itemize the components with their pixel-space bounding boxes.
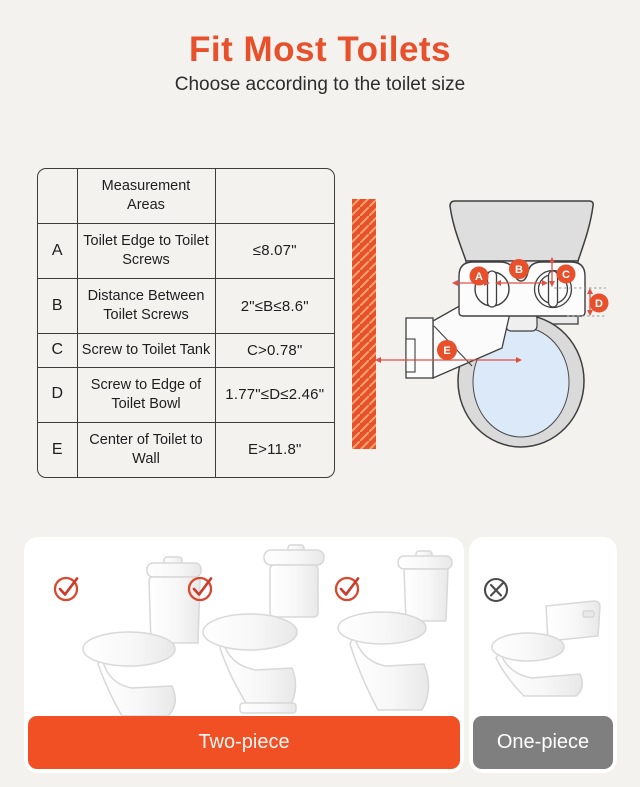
toilet-measurement-diagram — [340, 185, 640, 470]
table-row — [38, 422, 334, 477]
check-icon — [185, 572, 219, 606]
x-icon — [481, 573, 515, 607]
row-key: A — [38, 224, 77, 279]
page-title: Fit Most Toilets — [188, 30, 452, 69]
header-empty-cell2 — [215, 169, 334, 224]
measurement-table — [37, 168, 335, 478]
toilet-tank-shape — [450, 201, 593, 261]
row-value: 2"≤B≤8.6" — [215, 279, 334, 334]
check-icon — [332, 572, 366, 606]
toilet-illustration-3 — [328, 544, 468, 714]
table-row — [38, 279, 334, 334]
row-area: Screw to Edge of Toilet Bowl — [77, 367, 215, 422]
page-subtitle: Choose according to the toilet size — [174, 74, 466, 95]
header-areas-cell: Measurement Areas — [77, 169, 215, 224]
table-row — [38, 334, 334, 367]
row-value: C>0.78" — [215, 334, 334, 367]
table-header-row — [38, 169, 334, 224]
table-row — [38, 224, 334, 279]
row-area: Toilet Edge to Toilet Screws — [77, 224, 215, 279]
row-key: E — [38, 422, 77, 477]
row-area: Center of Toilet to Wall — [77, 422, 215, 477]
label-e: E — [443, 345, 451, 357]
wall-strip — [352, 199, 376, 449]
label-c: C — [562, 269, 570, 281]
check-icon — [51, 572, 85, 606]
row-key: D — [38, 367, 77, 422]
row-key: B — [38, 279, 77, 334]
row-area: Screw to Toilet Tank — [77, 334, 215, 367]
header-empty-cell — [38, 169, 77, 224]
bidet-control-panel-inner — [406, 339, 415, 372]
label-b: B — [515, 264, 523, 276]
toilet-illustration-2 — [192, 540, 340, 716]
right-screw-slot — [549, 271, 558, 307]
row-value: E>11.8" — [215, 422, 334, 477]
label-d: D — [595, 298, 603, 310]
row-area: Distance Between Toilet Screws — [77, 279, 215, 334]
table-row — [38, 367, 334, 422]
two-piece-banner: Two-piece — [28, 716, 460, 769]
toilet-illustration-4 — [484, 590, 612, 710]
label-a: A — [475, 271, 483, 283]
row-value: ≤8.07" — [215, 224, 334, 279]
left-screw-slot — [488, 271, 497, 307]
row-value: 1.77"≤D≤2.46" — [215, 367, 334, 422]
row-key: C — [38, 334, 77, 367]
one-piece-banner: One-piece — [473, 716, 613, 769]
